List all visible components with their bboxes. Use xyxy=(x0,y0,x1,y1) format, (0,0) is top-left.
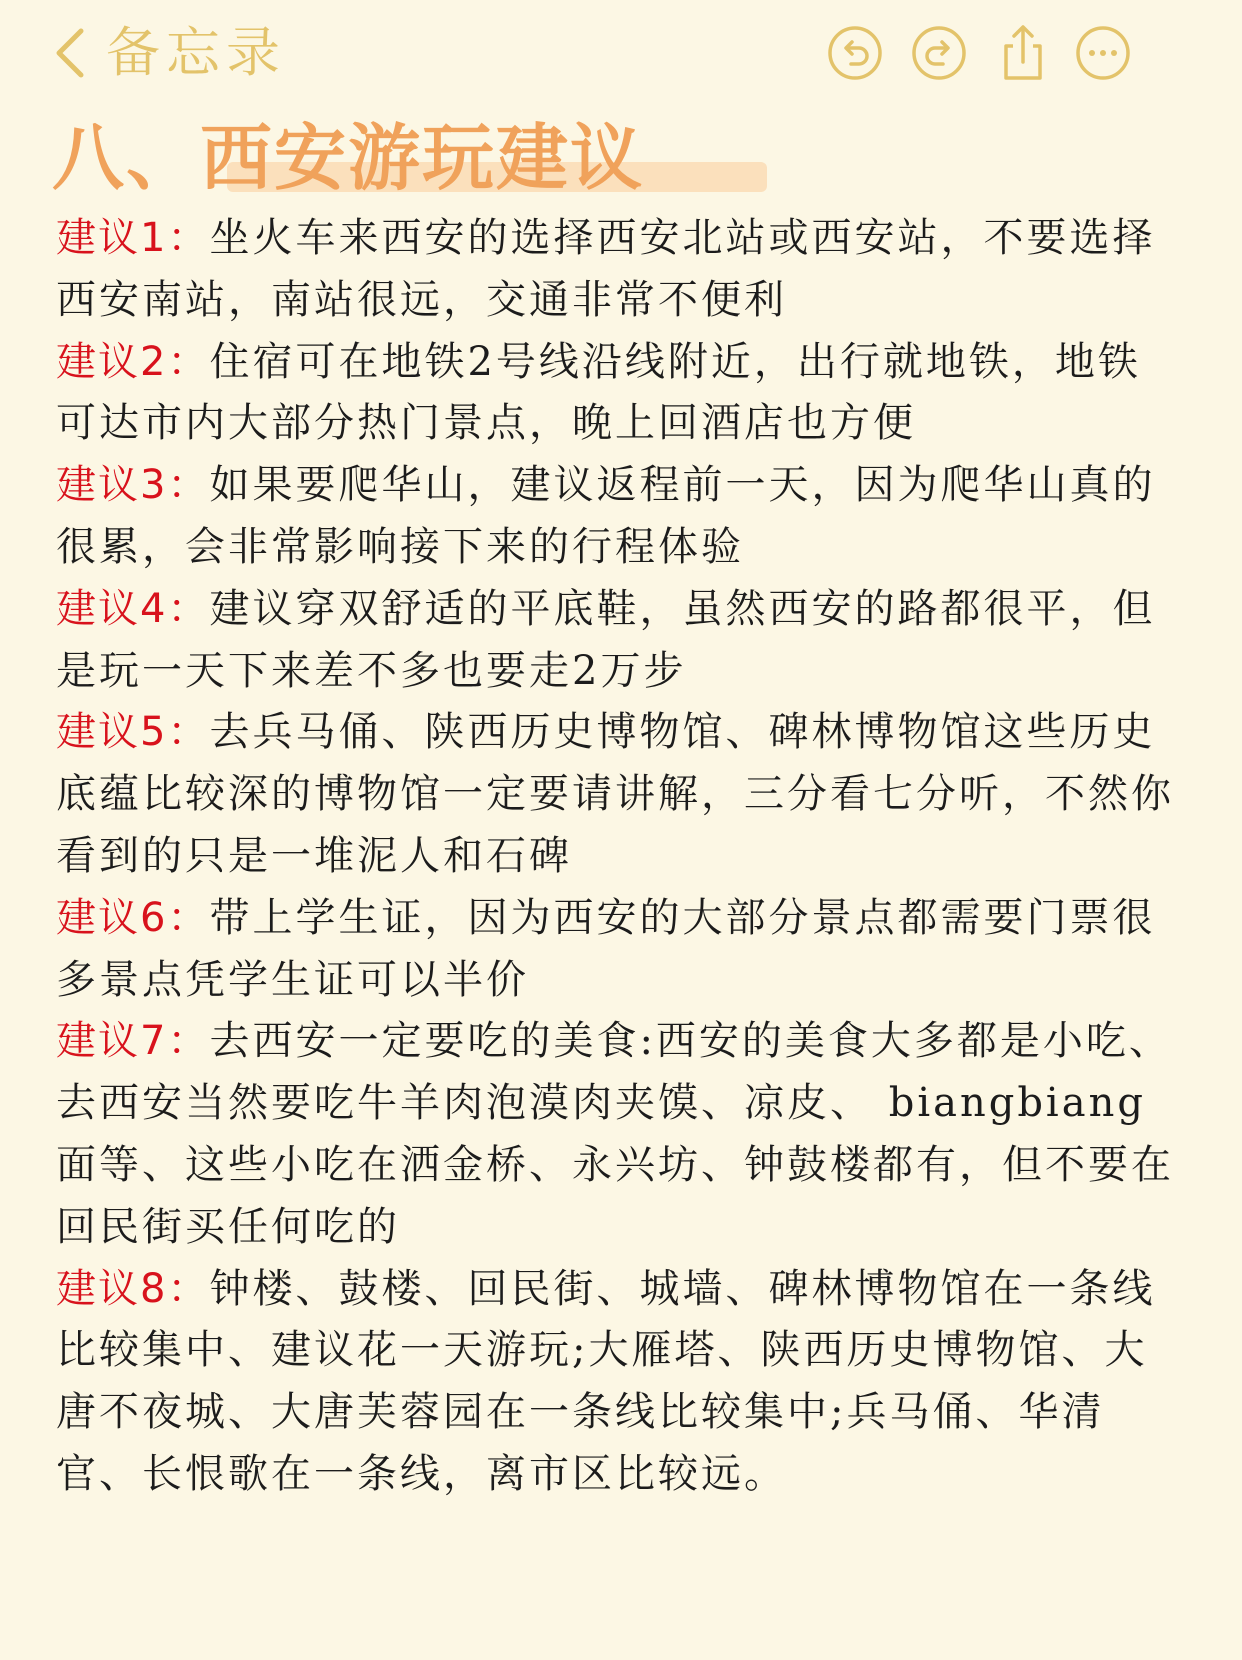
more-icon xyxy=(1074,22,1132,84)
share-button[interactable] xyxy=(994,22,1052,84)
suggestion-text: 坐火车来西安的选择西安北站或西安站，不要选择西安南站，南站很远，交通非常不便利 xyxy=(56,215,1156,323)
suggestion-item xyxy=(56,208,1182,332)
redo-icon xyxy=(910,22,968,84)
suggestion-text: 带上学生证，因为西安的大部分景点都需要门票很多景点凭学生证可以半价 xyxy=(56,894,1156,1003)
suggestion-label: 建议8： xyxy=(56,1265,210,1312)
suggestion-label: 建议4： xyxy=(56,585,210,632)
suggestion-label: 建议2： xyxy=(56,338,210,385)
suggestion-text: 住宿可在地铁2号线沿线附近，出行就地铁，地铁可达市内大部分热门景点，晚上回酒店也方便 xyxy=(56,338,1141,447)
suggestion-item xyxy=(56,888,1182,1012)
note-body xyxy=(56,208,1182,1506)
suggestion-item xyxy=(56,1011,1182,1258)
suggestion-text: 去兵马俑、陕西历史博物馆、碑林博物馆这些历史底蕴比较深的博物馆一定要请讲解，三分看七分听，不然你看到的只是一堆泥人和石碑 xyxy=(56,709,1174,879)
suggestion-label: 建议7： xyxy=(56,1018,210,1065)
more-button[interactable] xyxy=(1074,22,1132,84)
back-label: 备忘录 xyxy=(106,21,286,84)
suggestion-item xyxy=(56,579,1182,703)
suggestion-label: 建议5： xyxy=(56,709,210,756)
redo-button[interactable] xyxy=(910,22,968,84)
suggestion-text: 建议穿双舒适的平底鞋，虽然西安的路都很平，但是玩一天下来差不多也要走2万步 xyxy=(56,585,1156,694)
suggestion-label: 建议1： xyxy=(56,215,210,261)
note-title-text: 八、西安游玩建议 xyxy=(52,115,645,200)
note-title xyxy=(52,110,1202,206)
suggestion-label: 建议3： xyxy=(56,462,210,509)
suggestion-text: 钟楼、鼓楼、回民街、城墙、碑林博物馆在一条线比较集中、建议花一天游玩;大雁塔、陕西历史博物馆、大唐不夜城、大唐芙蓉园在一条线比较集中;兵马俑、华清官、长恨歌在一条线，离市区比较远。 xyxy=(56,1265,1156,1497)
back-button[interactable] xyxy=(52,18,286,88)
suggestion-item xyxy=(56,702,1182,887)
suggestion-item xyxy=(56,455,1182,579)
share-icon xyxy=(994,22,1052,84)
suggestion-text: 去西安一定要吃的美食:西安的美食大多都是小吃、去西安当然要吃牛羊肉泡漠肉夹馍、凉皮、 biangbiang 面等、这些小吃在洒金桥、永兴坊、钟鼓楼都有，但不要在回民街买任何吃的 xyxy=(56,1018,1174,1250)
undo-icon xyxy=(826,22,884,84)
navigation-bar xyxy=(0,0,1242,110)
suggestion-text: 如果要爬华山，建议返程前一天，因为爬华山真的很累，会非常影响接下来的行程体验 xyxy=(56,462,1156,570)
suggestion-item xyxy=(56,332,1182,456)
chevron-left-icon xyxy=(52,25,86,81)
undo-button[interactable] xyxy=(826,22,884,84)
suggestion-item xyxy=(56,1259,1182,1506)
suggestion-label: 建议6： xyxy=(56,894,210,941)
